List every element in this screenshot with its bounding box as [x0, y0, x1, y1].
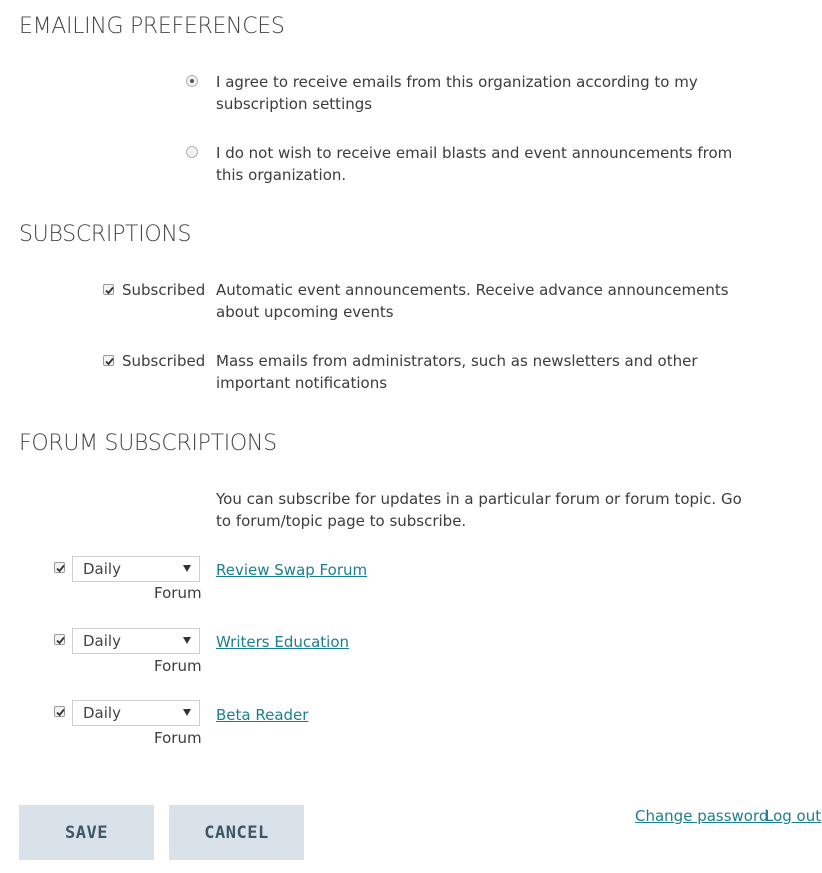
check-icon: [55, 707, 66, 718]
check-icon: [104, 285, 115, 296]
agree-emails-label: I agree to receive emails from this organization according to my subscription settings: [216, 73, 698, 113]
forum-frequency-value: Daily: [83, 704, 121, 722]
chevron-down-icon: [183, 637, 191, 644]
forum-frequency-value: Daily: [83, 560, 121, 578]
forum-item-checkbox[interactable]: [54, 562, 65, 573]
forum-link-beta-reader[interactable]: Beta Reader: [216, 706, 309, 724]
cancel-button[interactable]: CANCEL: [169, 805, 304, 860]
check-icon: [104, 356, 115, 367]
subscriptions-heading: SUBSCRIPTIONS: [19, 222, 192, 247]
decline-emails-radio[interactable]: [186, 146, 198, 158]
forum-frequency-select[interactable]: [72, 556, 200, 582]
forum-subscriptions-heading: FORUM SUBSCRIPTIONS: [19, 431, 277, 456]
event-announcements-description: Automatic event announcements. Receive advance announcements about upcoming events: [216, 281, 729, 321]
check-icon: [55, 635, 66, 646]
forum-link-writers-education[interactable]: Writers Education: [216, 633, 350, 651]
forum-frequency-select[interactable]: [72, 700, 200, 726]
decline-emails-label: I do not wish to receive email blasts and event announcements from this organization.: [216, 144, 733, 184]
event-announcements-status: Subscribed: [122, 281, 206, 299]
forum-type-label: Forum: [154, 584, 202, 602]
mass-emails-description: Mass emails from administrators, such as newsletters and other important notifications: [216, 352, 698, 392]
save-button[interactable]: SAVE: [19, 805, 154, 860]
forum-link-review-swap[interactable]: Review Swap Forum: [216, 561, 368, 579]
chevron-down-icon: [183, 565, 191, 572]
forum-type-label: Forum: [154, 729, 202, 747]
forum-item-checkbox[interactable]: [54, 706, 65, 717]
mass-emails-status: Subscribed: [122, 352, 206, 370]
event-announcements-checkbox[interactable]: [103, 284, 114, 295]
emailing-preferences-heading: EMAILING PREFERENCES: [19, 14, 285, 39]
forum-intro-text: You can subscribe for updates in a particular forum or forum topic. Go to forum/topic page to subscribe.: [216, 490, 742, 530]
logout-link[interactable]: Log out: [765, 807, 822, 825]
forum-frequency-value: Daily: [83, 632, 121, 650]
forum-frequency-select[interactable]: [72, 628, 200, 654]
mass-emails-checkbox[interactable]: [103, 355, 114, 366]
change-password-link[interactable]: Change password: [635, 807, 769, 825]
agree-emails-radio[interactable]: [186, 75, 198, 87]
forum-type-label: Forum: [154, 657, 202, 675]
forum-item-checkbox[interactable]: [54, 634, 65, 645]
chevron-down-icon: [183, 709, 191, 716]
check-icon: [55, 563, 66, 574]
